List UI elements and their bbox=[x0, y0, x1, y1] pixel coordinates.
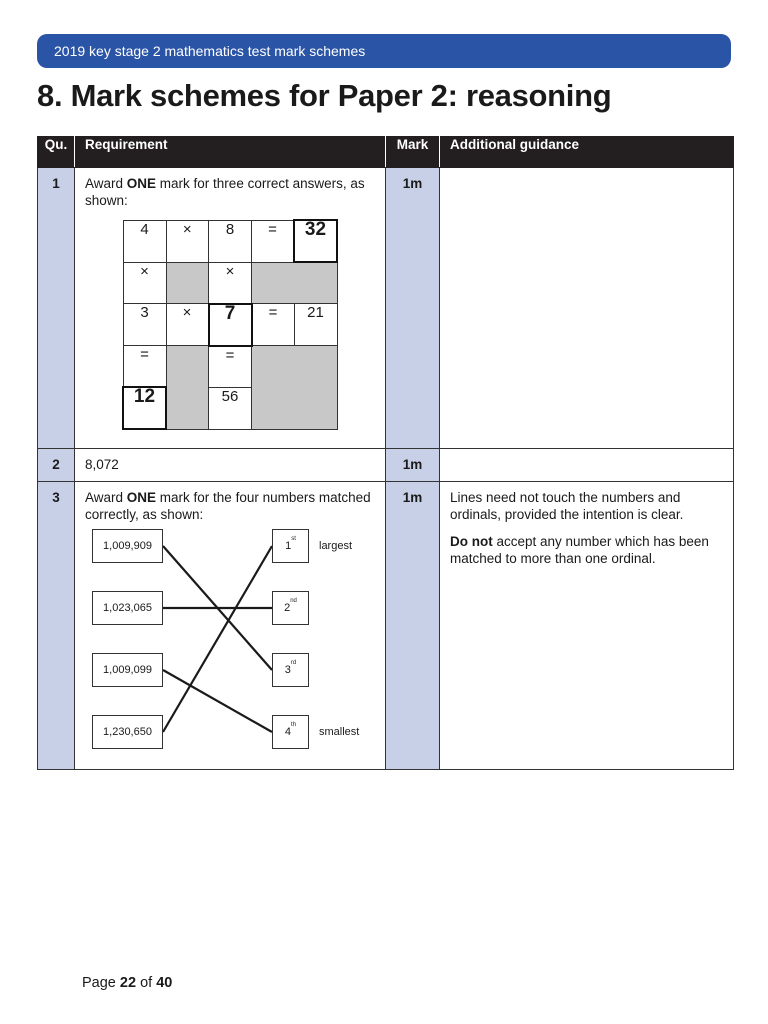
ordinal-suffix: nd bbox=[290, 598, 297, 604]
table-row-q2 bbox=[38, 449, 734, 482]
grid-shaded-cell bbox=[166, 262, 209, 304]
guidance-bold: Do not bbox=[450, 534, 493, 549]
grid-cell: = bbox=[123, 346, 166, 388]
grid-cell: 4 bbox=[123, 220, 166, 262]
ordinal-box bbox=[272, 653, 309, 687]
header-qu: Qu. bbox=[38, 137, 75, 168]
label-largest: largest bbox=[319, 540, 353, 552]
page-footer bbox=[82, 975, 172, 991]
ordinal-suffix: th bbox=[291, 722, 297, 728]
requirement-cell bbox=[75, 482, 386, 770]
ordinal-number: 2 bbox=[284, 602, 291, 614]
grid-cell: × bbox=[166, 220, 209, 262]
award-text: Award bbox=[85, 490, 127, 505]
header-guidance: Additional guidance bbox=[440, 137, 734, 168]
header-bar bbox=[37, 34, 731, 68]
grid-answer-cell: 32 bbox=[294, 220, 337, 262]
grid-answer-cell: 12 bbox=[123, 387, 166, 429]
ordinal-box bbox=[272, 591, 309, 625]
page-title: 8. Mark schemes for Paper 2: reasoning bbox=[37, 78, 612, 113]
award-text-rest: mark for the four numbers matched correctly, as shown: bbox=[85, 490, 371, 522]
guidance-cell bbox=[440, 449, 734, 482]
table-row-q3 bbox=[38, 482, 734, 770]
question-number: 1 bbox=[38, 168, 75, 449]
label-smallest: smallest bbox=[319, 726, 360, 738]
guidance-text-rest: accept any number which has been matched to more than one ordinal. bbox=[450, 534, 709, 566]
header-requirement: Requirement bbox=[75, 137, 386, 168]
match-line bbox=[163, 546, 272, 732]
number-box: 1,230,650 bbox=[92, 715, 163, 749]
ordinal-suffix: rd bbox=[290, 660, 297, 666]
grid-cell: × bbox=[166, 304, 209, 346]
award-bold: ONE bbox=[126, 490, 157, 505]
grid-cell: 56 bbox=[209, 387, 252, 429]
table-row-q1 bbox=[38, 168, 734, 449]
ordinal-box bbox=[272, 529, 309, 563]
footer-of: of bbox=[136, 975, 157, 991]
ordinal-box bbox=[272, 715, 309, 749]
grid-cell: 8 bbox=[209, 220, 252, 262]
mark-scheme-table bbox=[37, 136, 734, 770]
award-text-rest: mark for three correct answers, as shown: bbox=[85, 176, 365, 208]
header-text: 2019 key stage 2 mathematics test mark schemes bbox=[54, 43, 366, 59]
header-mark: Mark bbox=[386, 137, 440, 168]
grid-cell: 21 bbox=[294, 304, 337, 346]
requirement-text bbox=[85, 175, 375, 209]
grid-shaded-cell bbox=[166, 346, 209, 430]
requirement-cell: 8,072 bbox=[75, 449, 386, 482]
footer-prefix: Page bbox=[82, 975, 120, 991]
grid-answer-cell: 7 bbox=[209, 304, 252, 346]
grid-shaded-cell bbox=[252, 262, 338, 304]
mark-value: 1m bbox=[386, 449, 440, 482]
ordinal-number: 4 bbox=[284, 726, 292, 738]
guidance-cell bbox=[440, 482, 734, 770]
match-line bbox=[163, 670, 272, 732]
grid-cell: × bbox=[123, 262, 166, 304]
mark-value: 1m bbox=[386, 168, 440, 449]
grid-cell: = bbox=[209, 346, 252, 388]
question-number: 3 bbox=[38, 482, 75, 770]
grid-cell: × bbox=[209, 262, 252, 304]
guidance-text bbox=[450, 533, 723, 567]
multiplication-grid bbox=[122, 219, 338, 430]
table-header-row bbox=[38, 137, 734, 168]
ordinal-suffix: st bbox=[291, 536, 296, 542]
page-total: 40 bbox=[156, 975, 173, 991]
requirement-cell bbox=[75, 168, 386, 449]
guidance-text: Lines need not touch the numbers and ordinals, provided the intention is clear. bbox=[450, 490, 684, 522]
award-text: Award bbox=[85, 176, 127, 191]
grid-cell: 3 bbox=[123, 304, 166, 346]
number-box: 1,023,065 bbox=[92, 591, 163, 625]
mark-value: 1m bbox=[386, 482, 440, 770]
ordinal-number: 1 bbox=[285, 540, 292, 552]
question-number: 2 bbox=[38, 449, 75, 482]
grid-cell: = bbox=[252, 220, 295, 262]
requirement-text bbox=[85, 489, 375, 523]
number-box: 1,009,909 bbox=[92, 529, 163, 563]
matching-diagram bbox=[85, 529, 385, 761]
ordinal-number: 3 bbox=[284, 664, 291, 676]
grid-shaded-cell bbox=[252, 346, 338, 430]
grid-cell: = bbox=[252, 304, 295, 346]
number-box: 1,009,099 bbox=[92, 653, 163, 687]
guidance-cell bbox=[440, 168, 734, 449]
page-number: 22 bbox=[119, 975, 137, 991]
award-bold: ONE bbox=[126, 176, 157, 191]
